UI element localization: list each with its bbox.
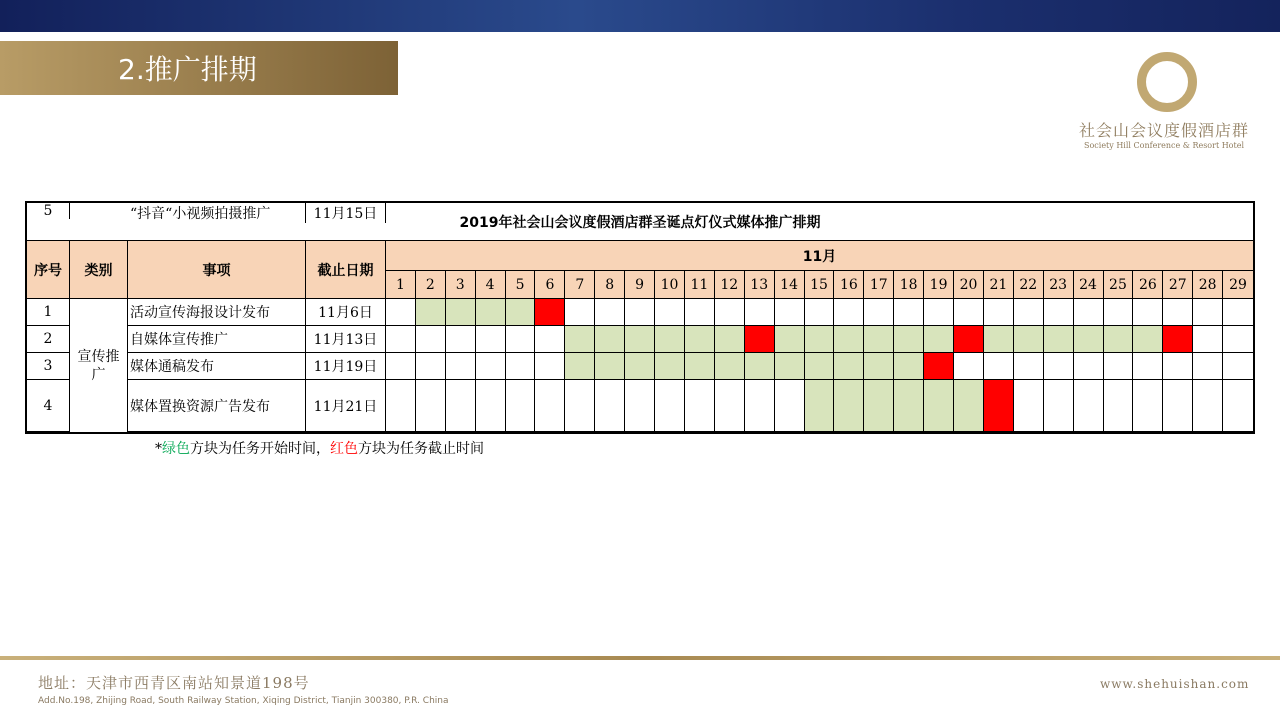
schedule-cell — [1133, 299, 1163, 326]
day-header-16: 16 — [834, 271, 864, 299]
row-index: 5 — [27, 203, 70, 219]
day-header-3: 3 — [446, 271, 476, 299]
active-period-cell — [894, 380, 924, 432]
schedule-cell — [535, 326, 565, 353]
active-period-cell — [565, 353, 595, 380]
schedule-cell — [565, 380, 595, 432]
schedule-cell — [386, 353, 416, 380]
schedule-cell — [894, 299, 924, 326]
schedule-cell — [805, 299, 835, 326]
day-header-10: 10 — [655, 271, 685, 299]
day-header-15: 15 — [805, 271, 835, 299]
task-name: 自媒体宣传推广 — [128, 326, 306, 353]
day-header-13: 13 — [745, 271, 775, 299]
schedule-cell — [685, 380, 715, 432]
active-period-cell — [864, 380, 894, 432]
schedule-cell — [476, 353, 506, 380]
schedule-cell — [625, 299, 655, 326]
header-month: 11月 — [386, 241, 1253, 271]
day-header-9: 9 — [625, 271, 655, 299]
active-period-cell — [805, 380, 835, 432]
day-header-14: 14 — [775, 271, 805, 299]
schedule-cell — [1014, 353, 1044, 380]
day-header-28: 28 — [1193, 271, 1223, 299]
active-period-cell — [834, 326, 864, 353]
row-index: 2 — [27, 326, 70, 353]
active-period-cell — [625, 353, 655, 380]
task-deadline: 11月6日 — [306, 299, 386, 326]
schedule-cell — [655, 380, 685, 432]
task-name: 媒体置换资源广告发布 — [128, 380, 306, 432]
deadline-marker — [924, 353, 954, 380]
header-index: 序号 — [27, 241, 70, 299]
day-header-5: 5 — [506, 271, 536, 299]
schedule-cell — [1193, 326, 1223, 353]
schedule-cell — [1193, 380, 1223, 432]
day-header-17: 17 — [864, 271, 894, 299]
legend-note — [155, 438, 484, 458]
schedule-cell — [1163, 380, 1193, 432]
schedule-cell — [1074, 380, 1104, 432]
schedule-cell — [1014, 380, 1044, 432]
deadline-marker — [535, 299, 565, 326]
header-category: 类别 — [70, 241, 128, 299]
day-header-24: 24 — [1074, 271, 1104, 299]
schedule-cell — [954, 353, 984, 380]
schedule-cell — [1163, 299, 1193, 326]
day-header-25: 25 — [1104, 271, 1134, 299]
header-item: 事项 — [128, 241, 306, 299]
top-header-bar — [0, 0, 1280, 32]
slide-title: 2.推广排期 — [118, 53, 257, 86]
schedule-cell — [1074, 299, 1104, 326]
deadline-marker — [1163, 326, 1193, 353]
active-period-cell — [864, 353, 894, 380]
schedule-cell — [535, 380, 565, 432]
schedule-cell — [954, 299, 984, 326]
schedule-cell — [745, 380, 775, 432]
schedule-cell — [775, 380, 805, 432]
active-period-cell — [894, 353, 924, 380]
task-deadline: 11月19日 — [306, 353, 386, 380]
active-period-cell — [864, 326, 894, 353]
active-period-cell — [924, 326, 954, 353]
day-header-26: 26 — [1133, 271, 1163, 299]
day-header-4: 4 — [476, 271, 506, 299]
schedule-cell — [625, 380, 655, 432]
schedule-cell — [446, 380, 476, 432]
hotel-logo-ring-icon — [1137, 52, 1197, 112]
day-header-6: 6 — [535, 271, 565, 299]
schedule-cell — [476, 380, 506, 432]
schedule-cell — [1223, 299, 1253, 326]
active-period-cell — [685, 353, 715, 380]
active-period-cell — [775, 326, 805, 353]
day-header-19: 19 — [924, 271, 954, 299]
active-period-cell — [745, 353, 775, 380]
active-period-cell — [805, 326, 835, 353]
schedule-cell — [1223, 380, 1253, 432]
active-period-cell — [506, 299, 536, 326]
schedule-cell — [1014, 299, 1044, 326]
row-index: 4 — [27, 380, 70, 432]
schedule-cell — [984, 299, 1014, 326]
active-period-cell — [565, 326, 595, 353]
day-header-12: 12 — [715, 271, 745, 299]
day-header-20: 20 — [954, 271, 984, 299]
task-name: 媒体通稿发布 — [128, 353, 306, 380]
active-period-cell — [655, 326, 685, 353]
active-period-cell — [685, 326, 715, 353]
active-period-cell — [834, 380, 864, 432]
schedule-cell — [1163, 353, 1193, 380]
day-header-2: 2 — [416, 271, 446, 299]
active-period-cell — [834, 353, 864, 380]
footer-divider — [0, 656, 1280, 660]
active-period-cell — [1133, 326, 1163, 353]
schedule-cell — [1104, 299, 1134, 326]
footer-address-en: Add.No.198, Zhijing Road, South Railway Station, Xiqing District, Tianjin 300380, P.R. China — [38, 696, 449, 706]
promotion-schedule-table — [25, 201, 1255, 434]
deadline-marker — [984, 380, 1014, 432]
task-deadline: 11月15日 — [306, 203, 386, 223]
day-header-18: 18 — [894, 271, 924, 299]
active-period-cell — [1014, 326, 1044, 353]
day-header-22: 22 — [1014, 271, 1044, 299]
schedule-cell — [1223, 326, 1253, 353]
logo-name-cn: 社会山会议度假酒店群 — [1078, 121, 1249, 140]
active-period-cell — [1044, 326, 1074, 353]
schedule-cell — [565, 299, 595, 326]
schedule-cell — [715, 380, 745, 432]
schedule-cell — [924, 299, 954, 326]
active-period-cell — [595, 326, 625, 353]
deadline-marker — [954, 326, 984, 353]
schedule-cell — [506, 326, 536, 353]
schedule-cell — [595, 380, 625, 432]
active-period-cell — [775, 353, 805, 380]
footer-address-cn: 地址：天津市西青区南站知景道198号 — [38, 674, 310, 692]
schedule-cell — [1193, 299, 1223, 326]
schedule-cell — [1104, 353, 1134, 380]
schedule-cell — [1104, 380, 1134, 432]
task-deadline: 11月13日 — [306, 326, 386, 353]
active-period-cell — [984, 326, 1014, 353]
active-period-cell — [954, 380, 984, 432]
active-period-cell — [715, 326, 745, 353]
active-period-cell — [1104, 326, 1134, 353]
row-index: 3 — [27, 353, 70, 380]
active-period-cell — [805, 353, 835, 380]
schedule-cell — [506, 353, 536, 380]
day-header-23: 23 — [1044, 271, 1074, 299]
schedule-cell — [506, 380, 536, 432]
schedule-cell — [984, 353, 1014, 380]
schedule-cell — [1223, 353, 1253, 380]
task-name: “抖音“小视频拍摄推广 — [128, 203, 306, 223]
schedule-cell — [1074, 353, 1104, 380]
active-period-cell — [595, 353, 625, 380]
active-period-cell — [655, 353, 685, 380]
schedule-cell — [1133, 380, 1163, 432]
day-header-7: 7 — [565, 271, 595, 299]
logo-name-en: Society Hill Conference & Resort Hotel — [1083, 141, 1245, 150]
footer-website: www.shehuishan.com — [1100, 677, 1250, 691]
day-header-29: 29 — [1223, 271, 1253, 299]
schedule-cell — [386, 299, 416, 326]
schedule-cell — [745, 299, 775, 326]
schedule-cell — [476, 326, 506, 353]
active-period-cell — [924, 380, 954, 432]
schedule-cell — [416, 353, 446, 380]
schedule-cell — [535, 353, 565, 380]
active-period-cell — [625, 326, 655, 353]
schedule-cell — [834, 299, 864, 326]
schedule-cell — [1044, 353, 1074, 380]
day-header-11: 11 — [685, 271, 715, 299]
category-cell: 宣传推广 — [70, 299, 128, 432]
row-index: 1 — [27, 299, 70, 326]
note-prefix: * — [155, 441, 162, 457]
active-period-cell — [416, 299, 446, 326]
schedule-cell — [655, 299, 685, 326]
schedule-cell — [446, 353, 476, 380]
schedule-cell — [446, 326, 476, 353]
schedule-cell — [1044, 380, 1074, 432]
schedule-cell — [685, 299, 715, 326]
schedule-cell — [715, 299, 745, 326]
note-mid: 方块为任务开始时间， — [190, 441, 330, 457]
active-period-cell — [715, 353, 745, 380]
schedule-cell — [595, 299, 625, 326]
day-header-27: 27 — [1163, 271, 1193, 299]
active-period-cell — [476, 299, 506, 326]
note-suffix: 方块为任务截止时间 — [358, 441, 484, 457]
task-name: 活动宣传海报设计发布 — [128, 299, 306, 326]
task-deadline: 11月21日 — [306, 380, 386, 432]
note-red-word: 红色 — [330, 441, 358, 457]
schedule-cell — [386, 326, 416, 353]
schedule-cell — [416, 326, 446, 353]
schedule-cell — [775, 299, 805, 326]
schedule-cell — [864, 299, 894, 326]
schedule-cell — [1044, 299, 1074, 326]
day-header-1: 1 — [386, 271, 416, 299]
schedule-cell — [1193, 353, 1223, 380]
schedule-cell — [386, 380, 416, 432]
deadline-marker — [745, 326, 775, 353]
table-caption: 2019年社会山会议度假酒店群圣诞点灯仪式媒体推广排期 — [27, 203, 1253, 241]
day-header-8: 8 — [595, 271, 625, 299]
note-green-word: 绿色 — [162, 441, 190, 457]
day-header-21: 21 — [984, 271, 1014, 299]
active-period-cell — [446, 299, 476, 326]
header-deadline: 截止日期 — [306, 241, 386, 299]
active-period-cell — [1074, 326, 1104, 353]
active-period-cell — [894, 326, 924, 353]
schedule-cell — [1133, 353, 1163, 380]
schedule-cell — [416, 380, 446, 432]
